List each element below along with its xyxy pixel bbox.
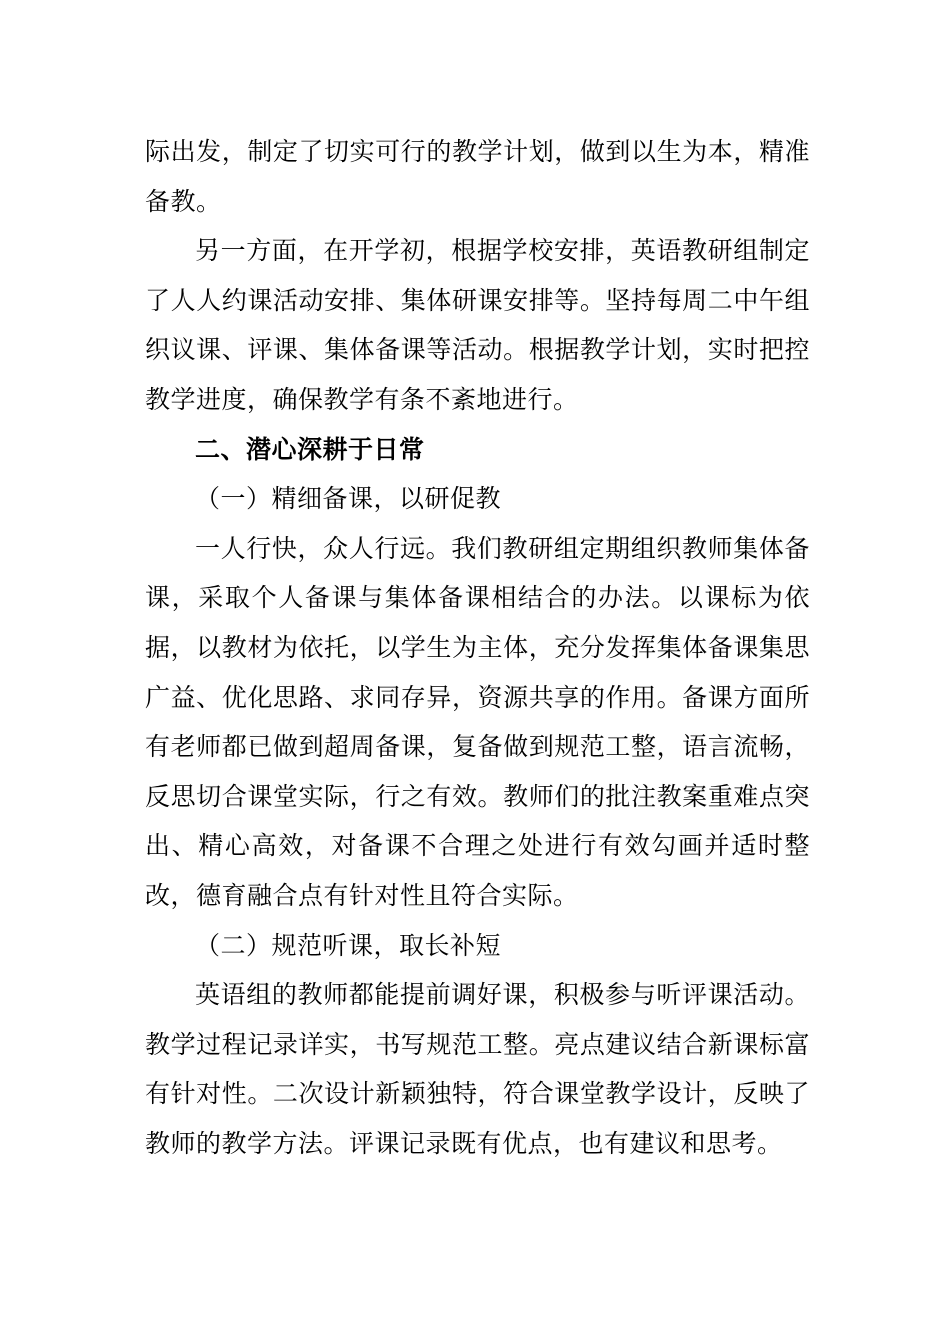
section-heading: 二、潜心深耕于日常 bbox=[195, 434, 425, 464]
subsection-heading-1: （一）精细备课，以研促教 bbox=[195, 484, 502, 514]
paragraph-teaching-plan: 另一方面，在开学初，根据学校安排，英语教研组制定了人人约课活动安排、集体研课安排等。坚持每周二中午组织议课、评课、集体备课等活动。根据教学计划，实时把控教学进度，确保教学有条不紊地进行。 bbox=[145, 236, 810, 414]
subsection-heading-2: （二）规范听课，取长补短 bbox=[195, 930, 502, 960]
document-body bbox=[145, 127, 810, 1168]
paragraph-continued: 际出发，制定了切实可行的教学计划，做到以生为本，精准备教。 bbox=[145, 137, 810, 216]
paragraph-lesson-prep: 一人行快，众人行远。我们教研组定期组织教师集体备课，采取个人备课与集体备课相结合的办法。以课标为依据，以教材为依托，以学生为主体，充分发挥集体备课集思广益、优化思路、求同存异，资源共享的作用。备课方面所有老师都已做到超周备课，复备做到规范工整，语言流畅，反思切合课堂实际，行之有效。教师们的批注教案重难点突出、精心高效，对备课不合理之处进行有效勾画并适时整改，德育融合点有针对性且符合实际。 bbox=[145, 533, 810, 910]
paragraph-lesson-observation: 英语组的教师都能提前调好课，积极参与听评课活动。教学过程记录详实，书写规范工整。亮点建议结合新课标富有针对性。二次设计新颖独特，符合课堂教学设计，反映了教师的教学方法。评课记录既有优点，也有建议和思考。 bbox=[145, 980, 810, 1158]
